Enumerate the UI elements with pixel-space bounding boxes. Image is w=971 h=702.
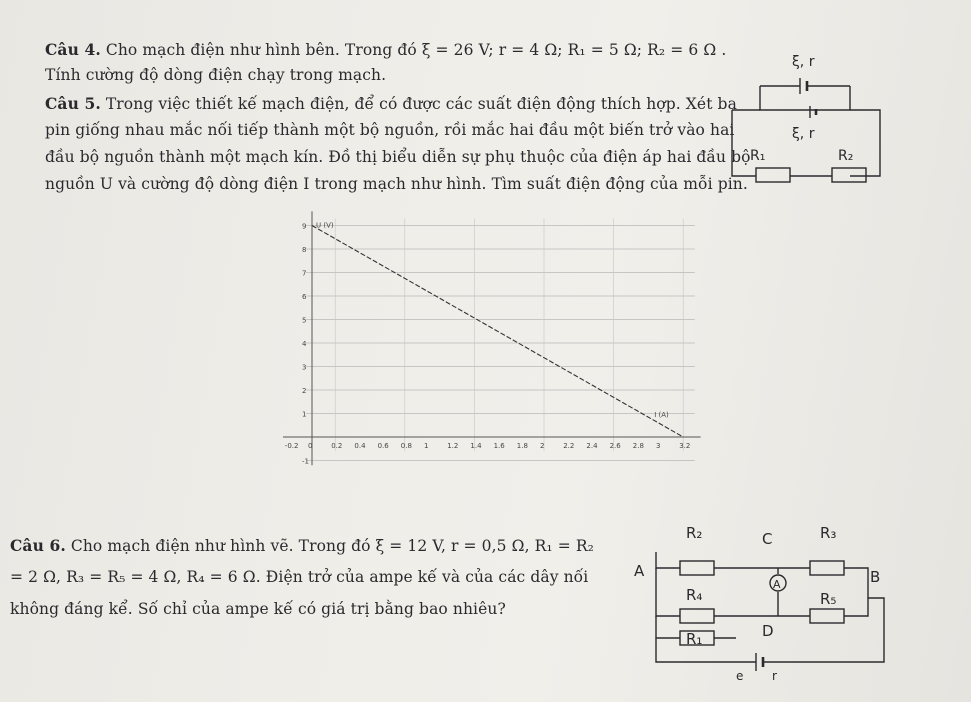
q6-title: Câu 6. [10, 536, 66, 555]
q6-resistor-r2 [680, 561, 714, 575]
chart-x-tick-label: 0 [308, 442, 313, 450]
q6-line1 [10, 536, 594, 555]
q6-text1: Cho mạch điện như hình vẽ. Trong đó ξ = 12 V, r = 0,5 Ω, R₁ = R₂ [70, 537, 594, 555]
q4-top-source-label: ξ, r [792, 54, 815, 70]
q4-circuit-diagram [720, 48, 890, 188]
q6-internal-label: r [772, 669, 777, 683]
chart-y-tick-label: 2 [302, 387, 307, 395]
chart-x-tick-label: 3 [656, 442, 661, 450]
chart-y-tick-label: 3 [302, 363, 307, 372]
q6-r4-label: R₄ [686, 586, 703, 604]
q4-r2-label: R₂ [838, 148, 854, 164]
chart-axes [283, 211, 701, 465]
chart-y-tick-label: 9 [302, 222, 307, 231]
q5-line2: pin giống nhau mắc nối tiếp thành một bộ nguồn, rồi mắc hai đầu một biến trở vào hai [45, 121, 735, 139]
chart-x-tick-label: 1.4 [470, 442, 482, 450]
chart-x-tick-label: 1 [424, 442, 429, 450]
q5-line4: nguồn U và cường độ dòng điện I trong mạch như hình. Tìm suất điện động của mỗi pin. [45, 175, 748, 193]
q5-line1 [45, 94, 737, 113]
q4-text1: Cho mạch điện như hình bên. Trong đó ξ = 26 V; r = 4 Ω; R₁ = 5 Ω; R₂ = 6 Ω . [105, 41, 727, 59]
chart-y-tick-label: 4 [302, 340, 307, 348]
q6-emf-label: e [736, 669, 744, 683]
chart-x-tick-label: 1.6 [493, 442, 505, 450]
chart-x-tick-label: 2 [540, 442, 545, 450]
chart-y-tick-label: 7 [302, 269, 307, 278]
q6-line3: không đáng kể. Số chỉ của ampe kế có giá trị bằng bao nhiêu? [10, 600, 506, 618]
q5-ui-chart [270, 215, 700, 470]
chart-x-tick-label: 1.8 [516, 442, 528, 450]
q6-resistor-r3 [810, 561, 844, 575]
chart-y-tick-label: -1 [302, 457, 309, 466]
q4-line1 [45, 40, 726, 59]
chart-x-tick-label: 2.4 [586, 442, 598, 450]
q6-node-c: C [762, 530, 773, 548]
chart-x-tick-label: 3.2 [679, 442, 691, 450]
q4-resistor-r2 [832, 168, 866, 182]
q6-node-a: A [634, 562, 645, 580]
q4-resistor-r1 [756, 168, 790, 182]
chart-x-tick-label: 2.2 [563, 442, 575, 450]
chart-y-tick-label: 1 [302, 410, 307, 419]
chart-series-line [312, 226, 683, 438]
q5-title: Câu 5. [45, 94, 101, 113]
q6-r1-label: R₁ [686, 630, 703, 648]
q6-line2: = 2 Ω, R₃ = R₅ = 4 Ω, R₄ = 6 Ω. Điện trở của ampe kế và của các dây nối [10, 568, 589, 586]
q4-r1-label: R₁ [750, 148, 766, 164]
chart-grid [306, 218, 695, 460]
chart-x-tick-label: 0.8 [400, 442, 412, 450]
q6-node-b: B [870, 568, 881, 586]
q6-resistor-r5 [810, 609, 844, 623]
chart-y-tick-label: 5 [302, 316, 307, 325]
q4-mid-source-label: ξ, r [792, 126, 815, 142]
q6-node-d: D [762, 622, 774, 640]
q5-line3: đầu bộ nguồn thành một mạch kín. Đồ thị biểu diễn sự phụ thuộc của điện áp hai đầu bộ [45, 148, 751, 166]
chart-x-tick-label: 0.4 [354, 442, 366, 450]
q4-title: Câu 4. [45, 40, 101, 59]
chart-x-label: I (A) [654, 411, 669, 420]
chart-series [312, 226, 683, 438]
chart-x-ticks [285, 442, 691, 450]
chart-x-tick-label: 0.2 [331, 442, 343, 450]
q6-resistor-r4 [680, 609, 714, 623]
chart-x-tick-label: 2.6 [609, 442, 621, 450]
chart-y-ticks [302, 223, 309, 466]
q6-r2-label: R₂ [686, 524, 703, 542]
q6-r3-label: R₃ [820, 524, 837, 542]
chart-y-tick-label: 6 [302, 293, 307, 301]
q6-r5-label: R₅ [820, 590, 837, 608]
chart-y-tick-label: 8 [302, 246, 307, 254]
chart-x-tick-label: -0.2 [284, 442, 299, 450]
q6-ammeter-label: A [773, 578, 781, 591]
q5-text1: Trong việc thiết kế mạch điện, để có được các suất điện động thích hợp. Xét ba [105, 95, 737, 113]
chart-x-tick-label: 1.2 [447, 442, 459, 450]
q4-line2: Tính cường độ dòng điện chạy trong mạch. [45, 66, 387, 84]
chart-x-tick-label: 0.6 [377, 442, 389, 450]
chart-y-label: U (V) [316, 221, 334, 230]
chart-x-tick-label: 2.8 [632, 442, 644, 450]
q6-circuit-diagram [628, 512, 898, 692]
